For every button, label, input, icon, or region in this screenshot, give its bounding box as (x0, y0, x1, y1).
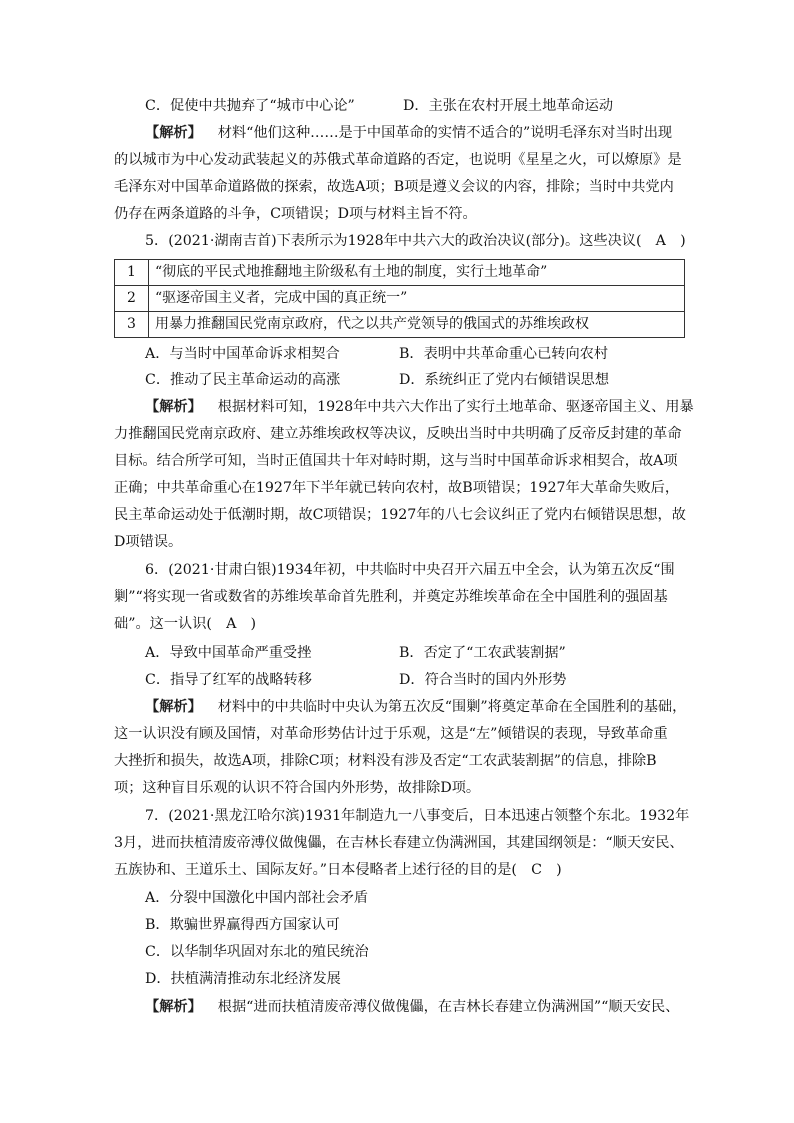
q4-analysis-line-3: 毛泽东对中国革命道路做的探索，故选A项；B项是遵义会议的内容，排除；当时中共党内 (114, 179, 674, 195)
q7-option-d: D．扶植满清推动东北经济发展 (145, 971, 341, 987)
table-row (115, 312, 685, 338)
analysis-tag: 【解析】 (145, 699, 202, 715)
q5-resolution-table (114, 259, 685, 338)
q7-stem-line-1: 7．(2021·黑龙江哈尔滨)1931年制造九一八事变后，日本迅速占领整个东北。1932年 (145, 808, 690, 824)
q6-stem-line-3: 础”。这一认识( A ) (114, 616, 257, 632)
q5-analysis-line-5: 民主革命运动处于低潮时期，故C项错误；1927年的八七会议纠正了党内右倾错误思想，故 (114, 507, 686, 523)
q7-option-c: C．以华制华巩固对东北的殖民统治 (145, 944, 369, 960)
q4-analysis-text: 材料“他们这种……是于中国革命的实情不适合的”说明毛泽东对当时出现 (217, 125, 673, 141)
q5-analysis-line-4: 正确；中共革命重心在1927年下半年就已转向农村，故B项错误；1927年大革命失败后， (114, 480, 680, 496)
q5-option-a: A．与当时中国革命诉求相契合 (145, 346, 340, 362)
q4-option-d: D．主张在农村开展土地革命运动 (403, 98, 614, 114)
q7-analysis-first-line (145, 997, 679, 1017)
table-row-text: “驱逐帝国主义者，完成中国的真正统一” (149, 286, 685, 312)
q5-option-c: C．推动了民主革命运动的高涨 (145, 372, 341, 388)
table-row-text: 用暴力推翻国民党南京政府，代之以共产党领导的俄国式的苏维埃政权 (149, 312, 685, 338)
table-row-text: “彻底的平民式地推翻地主阶级私有土地的制度，实行土地革命” (149, 260, 685, 286)
q6-option-a: A．导致中国革命严重受挫 (145, 645, 312, 661)
q6-option-d: D．符合当时的国内外形势 (399, 672, 567, 688)
q5-analysis-line-2: 力推翻国民党南京政府、建立苏维埃政权等决议，反映出当时中共明确了反帝反封建的革命 (114, 426, 682, 442)
table-row-number: 1 (115, 260, 149, 286)
q4-analysis-first-line (145, 123, 672, 143)
q6-stem-line-1: 6．(2021·甘肃白银)1934年初，中共临时中央召开六届五中全会，认为第五次反“围 (145, 562, 675, 578)
q4-analysis-line-2: 的以城市为中心发动武装起义的苏俄式革命道路的否定，也说明《星星之火，可以燎原》是 (114, 152, 682, 168)
q7-analysis-text: 根据“进而扶植清废帝溥仪做傀儡，在吉林长春建立伪满洲国”“顺天安民、 (217, 999, 680, 1015)
q6-analysis-line-2: 这一认识没有顾及国情，对革命形势估计过于乐观，这是“左”倾错误的表现，导致革命重 (114, 726, 668, 742)
q6-option-b: B．否定了“工农武装割据” (399, 645, 566, 661)
q6-analysis-text: 材料中的中共临时中央认为第五次反“围剿”将奠定革命在全国胜利的基础， (217, 699, 687, 715)
analysis-tag: 【解析】 (145, 125, 202, 141)
q4-analysis-line-4: 仍存在两条道路的斗争，C项错误；D项与材料主旨不符。 (114, 206, 477, 222)
q6-analysis-line-3: 大挫折和损失，故选A项，排除C项；材料没有涉及否定“工农武装割据”的信息，排除B (114, 753, 657, 769)
q7-option-a: A．分裂中国激化中国内部社会矛盾 (145, 890, 369, 906)
q5-analysis-text: 根据材料可知，1928年中共六大作出了实行土地革命、驱逐帝国主义、用暴 (217, 399, 694, 415)
table-row (115, 286, 685, 312)
q6-analysis-first-line (145, 697, 686, 717)
q4-option-c: C．促使中共抛弃了“城市中心论” (145, 98, 355, 114)
q5-analysis-line-3: 目标。结合所学可知，当时正值国共十年对峙时期，这与当时中国革命诉求相契合，故A项 (114, 453, 678, 469)
q6-stem-line-2: 剿”“将实现一省或数省的苏维埃革命首先胜利，并奠定苏维埃革命在全中国胜利的强固基 (114, 589, 668, 605)
q5-analysis-first-line (145, 397, 694, 417)
table-row-number: 3 (115, 312, 149, 338)
analysis-tag: 【解析】 (145, 399, 202, 415)
table-row (115, 260, 685, 286)
q7-stem-line-2: 3月，进而扶植清废帝溥仪做傀儡，在吉林长春建立伪满洲国，其建国纲领是：“顺天安民、 (114, 835, 684, 851)
q5-analysis-line-6: D项错误。 (114, 534, 183, 550)
q5-stem: 5．(2021·湖南吉首)下表所示为1928年中共六大的政治决议(部分)。这些决议( A ) (145, 233, 686, 249)
q6-option-c: C．指导了红军的战略转移 (145, 672, 312, 688)
analysis-tag: 【解析】 (145, 999, 202, 1015)
q6-analysis-line-4: 项；这种盲目乐观的认识不符合国内外形势，故排除D项。 (114, 780, 481, 796)
q7-stem-line-3: 五族协和、王道乐土、国际友好。”日本侵略者上述行径的目的是( C ) (114, 862, 562, 878)
table-row-number: 2 (115, 286, 149, 312)
q5-option-d: D．系统纠正了党内右倾错误思想 (399, 372, 610, 388)
q5-option-b: B．表明中共革命重心已转向农村 (399, 346, 609, 362)
q7-option-b: B．欺骗世界赢得西方国家认可 (145, 917, 340, 933)
